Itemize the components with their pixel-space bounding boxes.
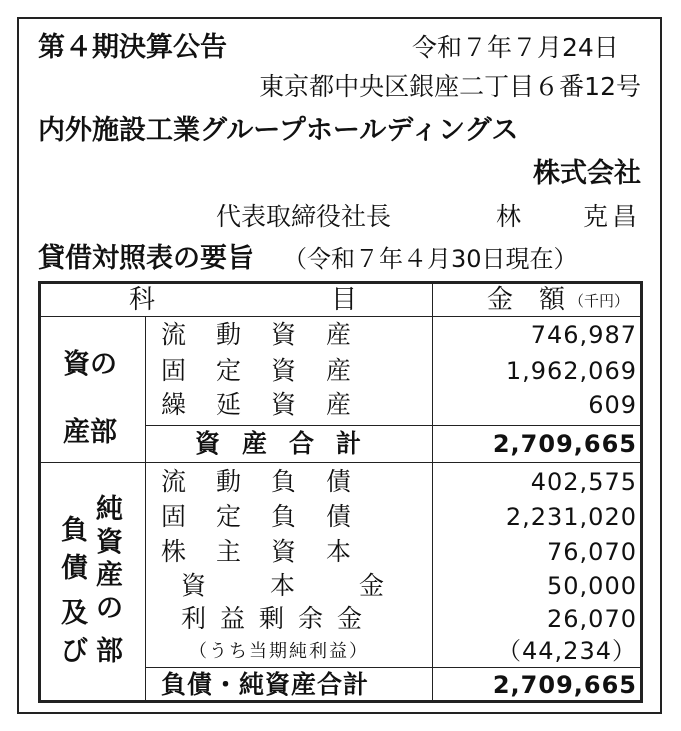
header-item-left: 科 bbox=[129, 285, 156, 315]
liab-row-value: 402,575 bbox=[530, 468, 637, 496]
header-amount: 金 額 bbox=[487, 285, 566, 315]
balance-sheet-date: （令和７年４月30日現在） bbox=[283, 245, 578, 273]
company-name-suffix: 株式会社 bbox=[533, 158, 641, 189]
liab-total-value: 2,709,665 bbox=[492, 671, 637, 699]
amount-column-divider bbox=[432, 284, 433, 700]
liab-row-label: 流動負債 bbox=[161, 467, 382, 496]
header-divider bbox=[41, 316, 640, 317]
liab-row-label: 利益剰余金 bbox=[181, 604, 377, 633]
liab-label-char: 債 bbox=[61, 553, 88, 584]
balance-sheet-table bbox=[38, 281, 643, 703]
liab-label-char: び bbox=[61, 636, 88, 667]
representative-name: 林 克昌 bbox=[495, 202, 641, 231]
assets-total-value: 2,709,665 bbox=[492, 430, 637, 458]
liab-row-value: 2,231,020 bbox=[505, 503, 637, 531]
asset-row-value: 1,962,069 bbox=[505, 357, 637, 385]
header-item-right: 目 bbox=[331, 285, 358, 315]
notice-title: 第４期決算公告 bbox=[38, 32, 227, 63]
section-divider bbox=[41, 462, 640, 463]
liab-label-char: 資 bbox=[96, 527, 123, 558]
asset-row-value: 746,987 bbox=[530, 321, 637, 349]
liab-row-value: 76,070 bbox=[547, 538, 637, 566]
header-unit: （千円） bbox=[569, 292, 630, 310]
liab-total-label: 負債・純資産合計 bbox=[161, 670, 370, 699]
liab-total-divider bbox=[145, 667, 640, 668]
balance-sheet-title: 貸借対照表の要旨 bbox=[38, 243, 254, 274]
asset-row-label: 繰延資産 bbox=[161, 390, 382, 419]
liab-row-value: 26,070 bbox=[547, 605, 637, 633]
assets-section-label-1: 資の bbox=[63, 349, 117, 380]
asset-row-label: 固定資産 bbox=[161, 356, 382, 385]
liab-label-char: の bbox=[96, 593, 123, 624]
liab-row-value: （44,234） bbox=[497, 637, 637, 665]
section-label-divider bbox=[145, 316, 146, 700]
liab-row-label: 固定負債 bbox=[161, 502, 382, 531]
company-name: 内外施設工業グループホールディングス bbox=[38, 115, 519, 146]
assets-section-label-2: 産部 bbox=[63, 417, 117, 448]
liab-row-label: （うち当期純利益） bbox=[189, 641, 369, 662]
liab-row-label: 株主資本 bbox=[161, 537, 382, 566]
liab-label-char: 負 bbox=[61, 515, 88, 546]
notice-date: 令和７年７月24日 bbox=[412, 33, 619, 62]
representative-title: 代表取締役社長 bbox=[216, 202, 392, 231]
liab-label-char: 及 bbox=[61, 598, 88, 629]
company-address: 東京都中央区銀座二丁目６番12号 bbox=[259, 72, 641, 101]
liab-row-value: 50,000 bbox=[547, 572, 637, 600]
asset-row-value: 609 bbox=[588, 391, 637, 419]
liab-label-char: 産 bbox=[96, 560, 123, 591]
liab-label-char: 部 bbox=[96, 636, 123, 667]
liab-row-label: 資本金 bbox=[181, 571, 449, 600]
assets-total-divider bbox=[145, 425, 640, 426]
liab-label-char: 純 bbox=[96, 494, 123, 525]
assets-total-label: 資産合計 bbox=[195, 429, 384, 458]
asset-row-label: 流動資産 bbox=[161, 320, 382, 349]
